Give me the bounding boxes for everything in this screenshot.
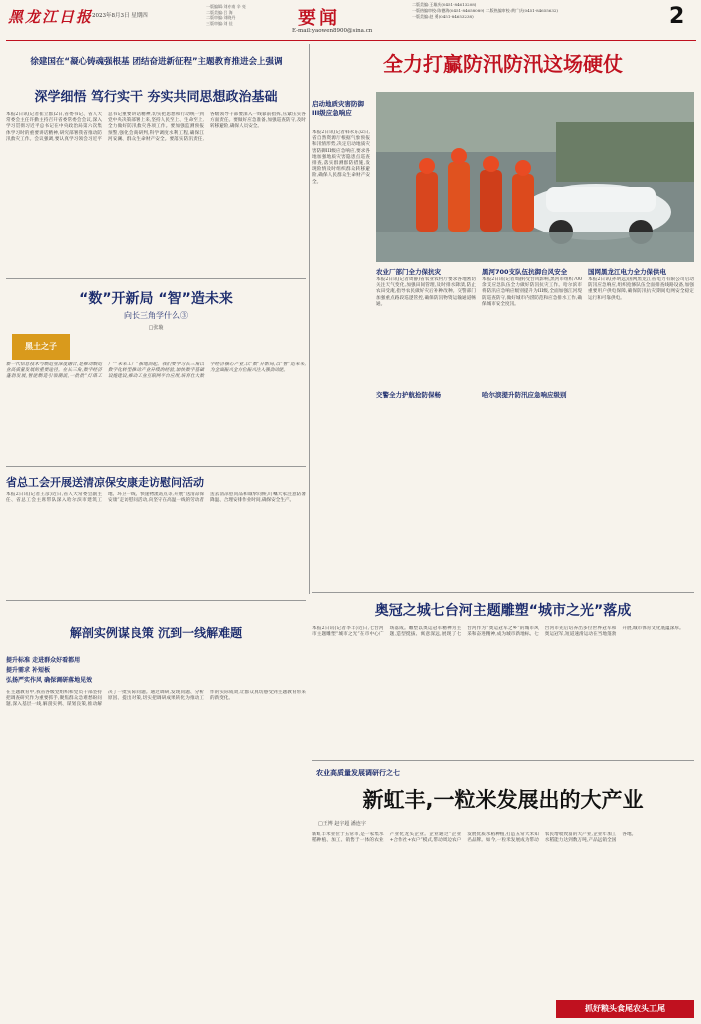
s2-body: 新一代信息技术与制造业深度融合,是推动制造业高质量发展的重要途径。在长三角,数字经济蓬勃发展,智能制造引领潮流,一批批“灯塔工厂”“未来工厂”拔地而起。我们要学习长三角以数字化转型推动产业升级的经验,加快数字基础设施建设,推动工业互联网平台应用,培育壮大数字经济核心产业,以“数”开新局,以“智”造未来,为全面振兴全方位振兴注入强劲动能。 (6, 362, 306, 380)
s6-subheading: 提升标准 走进群众好看都用 (6, 657, 81, 664)
s4-col1-kicker: 启动地质灾害防御III级应急响应 (312, 100, 364, 117)
vertical-divider (309, 44, 310, 594)
s6-headline: 解剖实例谋良策 沉到一线解难题 (69, 626, 243, 640)
contact-line: 一版热编审校:陈德海(0451-84658089) 二版热编审校:黄广庆(0451-84655632) (412, 8, 558, 13)
s4-col4-body: 本报2日讯(孙明远)国网黑龙江省电力有限公司启动防汛应急响应,组织抢修队伍全面排查线路设备,加强重要用户供电保障,确保防汛抗灾期间电网安全稳定运行和可靠供电。 (588, 277, 694, 301)
s1-headline: 深学细悟 笃行实干 夯实共同思想政治基础 (34, 90, 278, 105)
editor-line: 三版审编:刘 佳 (206, 20, 233, 26)
s1-kicker: 徐建国在“凝心铸魂强根基 团结奋进新征程”主题教育推进会上强调 (30, 57, 283, 67)
s4-col2-heading: 交警全力护航抢防保畅 (376, 391, 441, 399)
newspaper-logo: 黑龙江日报 (8, 8, 94, 26)
divider (312, 592, 694, 593)
s4-col1-body: 本报2日讯(记者韩永东)2日,省自然资源厅根据气象预报和汛情形势,决定启动地质灾害防御III级应急响应,要求各地加强地质灾害隐患点巡查排查,落实群测群防措施,发现险情及时组织群众转移避险,确保人民群众生命财产安全。 (312, 130, 370, 185)
issue-date: 2023年8月3日 星期四 (92, 13, 148, 19)
contact-list (412, 2, 652, 20)
contact-line: 二版美编:王雄庆(0451-84613208) (412, 2, 477, 7)
s6-subheading: 提升需求 补短板 (6, 667, 51, 674)
s2-headline: “数”开新局 “智”造未来 (79, 291, 233, 307)
contact-line: 一版美编:赵 勇(0451-84653238) (412, 14, 474, 19)
s3-body: 本报2日讯(记者王彦)近日,省人大常委会副主任、省总工会主席带队深入哈尔滨市建筑工地、环卫一线、快递物流站点等,开展“送清凉保安康”走访慰问活动,向坚守在高温一线的劳动者送去清凉慰问品和诚挚问候,叮嘱大家注意防暑降温、合理安排作业时间,确保安全生产。 (6, 492, 306, 504)
s7-body: 新虹丰米业位于五常市,是一家集水稻种植、加工、销售于一体的农业产业化龙头企业。企业通过“企业+合作社+农户”模式,带动周边农户发展优质水稻种植,打造五常大米知名品牌。如今,一粒米发展成为带动农民增收致富的大产业,企业年加工水稻能力达到数万吨,产品远销全国各地。 (312, 832, 637, 844)
s2-badge-label: 黑土之子 (25, 342, 57, 351)
editor-line: 二版审编:刘晓丹 (206, 15, 236, 21)
s7-headline: 新虹丰,一粒米发展出的大产业 (362, 788, 644, 812)
s4-col2-heading: 农业厂部门全力保抗灾 (376, 268, 441, 276)
page-number: 2 (669, 4, 685, 29)
divider (312, 760, 694, 761)
s4-col3 (482, 268, 582, 540)
s2-subtitle: 向长三角学什么③ (124, 311, 188, 320)
s2-column-badge (12, 334, 70, 360)
s4-col2 (376, 268, 476, 540)
s7-banner-label: 抓好粮头食尾农头工尾 (585, 1004, 665, 1013)
s4-photo (376, 92, 694, 262)
s4-col3-heading: 哈尔滨提升防汛应急响应级别 (482, 391, 567, 399)
s2-byline: □张璇 (148, 325, 164, 331)
divider (6, 466, 306, 467)
s6-subheading: 弘扬严实作风 确保调研落地见效 (6, 677, 93, 684)
masthead-divider (6, 40, 696, 41)
s7-byline: □王博 赵宇超 潘连宇 (318, 821, 366, 827)
s7-banner (556, 1000, 694, 1018)
s3-headline: 省总工会开展送清凉保安康走访慰问活动 (6, 476, 204, 489)
s7-kicker: 农业高质量发展调研行之七 (316, 769, 400, 777)
s4-headline: 全力打赢防汛防汛这场硬仗 (383, 52, 623, 76)
s4-col3-body: 本报2日讯(记者周静)受台风影响,黑河市组织700余支应急队伍全力做好防汛抗灾工作。哈尔滨市将防汛应急响应级别提升为III级,全面加强江河堤防巡查防守,做好城市内涝防范和应急排水工作,确保城市安全度汛。 (482, 277, 582, 307)
divider (6, 600, 306, 601)
section-title: 要闻 (298, 8, 340, 29)
s6-content (6, 656, 306, 1018)
s1-body: 本报2日讯(记者崔立群)2日,省委书记、省人大常委会主任许勤主持召开省委常委会会议,深入学习贯彻习近平总书记在中央政治局第六次集体学习时的重要讲话精神,研究部署我省推动防汛救灾工作。会议强调,要认真学习领会习近平总书记重要讲话精神,切实把思想和行动统一到党中央决策部署上来,坚持人民至上、生命至上,全力做好防汛救灾各项工作。要加强监测预报预警,强化会商研判,科学调度水利工程,确保江河安澜、群众生命财产安全。要落实防汛责任,各级领导干部要深入一线靠前指挥,压紧压实各方面责任。要做好应急准备,加强巡查防守,及时转移避险,确保人员安全。 (6, 112, 306, 142)
section-email: E-mail:yaowen8900@sina.cn (292, 28, 373, 34)
s4-col2-body: 本报2日讯(记者周静)省农业农村厅要求各地密切关注天气变化,加强田间管理,及时排水降渍,防止农田受淹,指导农民做好灾后补种改种。交警部门加强重点路段巡逻管控,确保防汛物资运输通道畅通。 (376, 277, 476, 307)
editor-line: 二版美编:吕 海 (206, 9, 233, 15)
s6-body: 在主题教育中,我省各级党组织和党员干部坚持把调查研究作为重要抓手,聚焦群众急难愁盼问题,深入基层一线,解剖实例、谋划良策,推动解决了一批实际问题。通过调研,发现问题、分析原因、提出对策,切实把调研成果转化为推动工作的实际成效,让群众真切感受到主题教育带来的新变化。 (6, 690, 306, 708)
s5-body: 本报2日讯(记者李丰)近日,七台河市主题雕塑“城市之光”在市中心广场落成。雕塑以奥运冠军精神为主题,造型挺拔、寓意深远,展现了七台河作为“奥运冠军之乡”的城市风采和奋进精神,成为城市新地标。七台河市先后培养出多位世界冠军和奥运冠军,短道速滑运动在当地蓬勃开展,城市体育文化底蕴深厚。 (312, 626, 684, 638)
masthead (0, 0, 701, 40)
divider (6, 278, 306, 279)
s4-col4 (588, 268, 694, 540)
s4-col3-heading: 黑河700支队伍抗御台风安全 (482, 268, 568, 276)
flood-rescue-image (376, 92, 694, 262)
editor-line: 一版编辑:刘亦南 辛 亮 (206, 4, 246, 9)
s4-col4-heading: 国网黑龙江电力全力保供电 (588, 268, 666, 276)
s5-headline: 奥冠之城七台河主题雕塑“城市之光”落成 (374, 603, 632, 619)
